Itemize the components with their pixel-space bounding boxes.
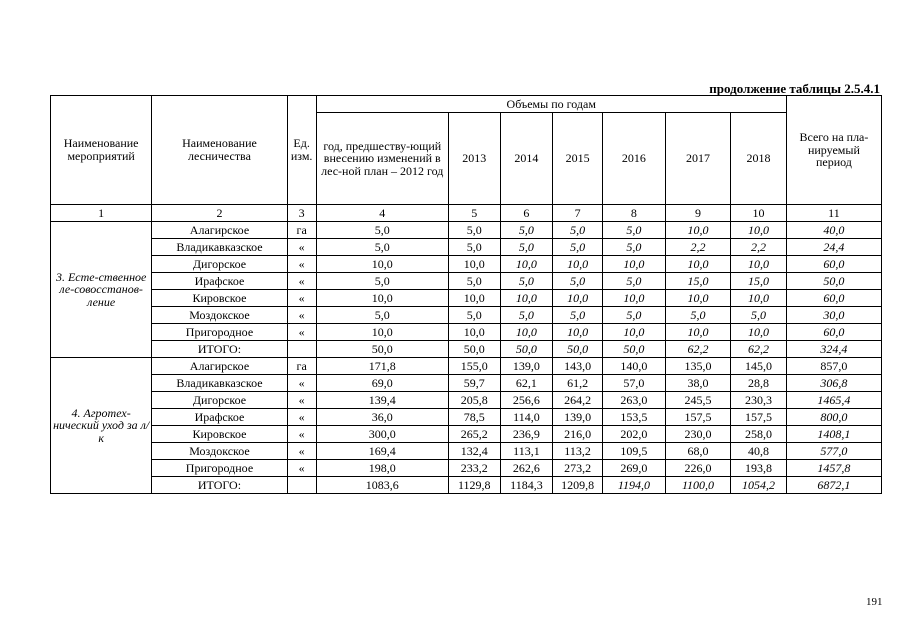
table-row: [51, 375, 882, 392]
column-number: 2: [152, 205, 287, 222]
year-value: 109,5: [602, 443, 665, 460]
table-row: [51, 392, 882, 409]
year-value: 50,0: [602, 341, 665, 358]
year-value: 40,8: [731, 443, 787, 460]
prev-year-value: 10,0: [316, 290, 448, 307]
column-number: 8: [602, 205, 665, 222]
year-value: 216,0: [553, 426, 603, 443]
forestry-name: Моздокское: [152, 443, 287, 460]
total-value: 1408,1: [786, 426, 881, 443]
prev-year-value: 139,4: [316, 392, 448, 409]
year-value: 264,2: [553, 392, 603, 409]
total-value: 40,0: [786, 222, 881, 239]
year-value: 5,0: [448, 222, 500, 239]
year-value: 236,9: [500, 426, 553, 443]
year-value: 113,2: [553, 443, 603, 460]
year-value: 273,2: [553, 460, 603, 477]
year-value: 2,2: [731, 239, 787, 256]
prev-year-value: 36,0: [316, 409, 448, 426]
total-value: 306,8: [786, 375, 881, 392]
column-number: 6: [500, 205, 553, 222]
year-value: 233,2: [448, 460, 500, 477]
unit-cell: «: [287, 273, 316, 290]
column-number: 11: [786, 205, 881, 222]
year-value: 265,2: [448, 426, 500, 443]
year-value: 50,0: [448, 341, 500, 358]
forestry-name: ИТОГО:: [152, 477, 287, 494]
unit-cell: «: [287, 290, 316, 307]
header-volumes: Объемы по годам: [316, 96, 786, 113]
forestry-name: ИТОГО:: [152, 341, 287, 358]
header-forestry: Наименование лесничества: [152, 96, 287, 205]
year-value: 5,0: [448, 239, 500, 256]
year-value: 10,0: [602, 324, 665, 341]
header-year: 2016: [602, 113, 665, 205]
forestry-name: Моздокское: [152, 307, 287, 324]
year-value: 230,0: [665, 426, 730, 443]
year-value: 143,0: [553, 358, 603, 375]
year-value: 78,5: [448, 409, 500, 426]
header-row-1: [51, 96, 882, 113]
unit-cell: «: [287, 256, 316, 273]
year-value: 258,0: [731, 426, 787, 443]
year-value: 205,8: [448, 392, 500, 409]
prev-year-value: 300,0: [316, 426, 448, 443]
year-value: 1184,3: [500, 477, 553, 494]
forestry-name: Дигорское: [152, 256, 287, 273]
year-value: 157,5: [731, 409, 787, 426]
unit-cell: «: [287, 409, 316, 426]
year-value: 10,0: [448, 324, 500, 341]
table-row: [51, 239, 882, 256]
year-value: 68,0: [665, 443, 730, 460]
table-body: [51, 222, 882, 494]
column-number: 3: [287, 205, 316, 222]
year-value: 10,0: [665, 290, 730, 307]
year-value: 269,0: [602, 460, 665, 477]
year-value: 5,0: [553, 307, 603, 324]
year-value: 1209,8: [553, 477, 603, 494]
year-value: 132,4: [448, 443, 500, 460]
table-row: [51, 290, 882, 307]
year-value: 10,0: [500, 324, 553, 341]
unit-cell: [287, 477, 316, 494]
forestry-name: Алагирское: [152, 358, 287, 375]
prev-year-value: 1083,6: [316, 477, 448, 494]
prev-year-value: 198,0: [316, 460, 448, 477]
forestry-name: Владикавказское: [152, 375, 287, 392]
year-value: 10,0: [500, 256, 553, 273]
header-year: 2015: [553, 113, 603, 205]
table-row: [51, 324, 882, 341]
year-value: 10,0: [731, 256, 787, 273]
year-value: 113,1: [500, 443, 553, 460]
forestry-name: Алагирское: [152, 222, 287, 239]
total-value: 324,4: [786, 341, 881, 358]
year-value: 10,0: [665, 222, 730, 239]
year-value: 230,3: [731, 392, 787, 409]
year-value: 2,2: [665, 239, 730, 256]
table-row: [51, 477, 882, 494]
year-value: 1194,0: [602, 477, 665, 494]
year-value: 193,8: [731, 460, 787, 477]
year-value: 59,7: [448, 375, 500, 392]
total-value: 60,0: [786, 290, 881, 307]
year-value: 10,0: [731, 222, 787, 239]
prev-year-value: 5,0: [316, 273, 448, 290]
prev-year-value: 5,0: [316, 307, 448, 324]
year-value: 157,5: [665, 409, 730, 426]
year-value: 5,0: [731, 307, 787, 324]
column-number: 4: [316, 205, 448, 222]
year-value: 256,6: [500, 392, 553, 409]
prev-year-value: 5,0: [316, 239, 448, 256]
unit-cell: «: [287, 375, 316, 392]
year-value: 62,2: [665, 341, 730, 358]
header-activity: Наименование мероприятий: [51, 96, 152, 205]
forestry-name: Пригородное: [152, 460, 287, 477]
header-year: 2018: [731, 113, 787, 205]
table-row: [51, 222, 882, 239]
column-number: 10: [731, 205, 787, 222]
year-value: 5,0: [553, 273, 603, 290]
activity-name: 3. Есте-ственное ле-совосстанов-ление: [51, 222, 152, 358]
year-value: 15,0: [731, 273, 787, 290]
column-numbers-row: [51, 205, 882, 222]
year-value: 10,0: [665, 256, 730, 273]
unit-cell: «: [287, 460, 316, 477]
year-value: 10,0: [553, 256, 603, 273]
unit-cell: га: [287, 358, 316, 375]
table-row: [51, 256, 882, 273]
year-value: 5,0: [602, 239, 665, 256]
year-value: 1054,2: [731, 477, 787, 494]
year-value: 202,0: [602, 426, 665, 443]
column-number: 7: [553, 205, 603, 222]
total-value: 60,0: [786, 324, 881, 341]
year-value: 10,0: [602, 290, 665, 307]
total-value: 30,0: [786, 307, 881, 324]
year-value: 263,0: [602, 392, 665, 409]
year-value: 114,0: [500, 409, 553, 426]
year-value: 1129,8: [448, 477, 500, 494]
total-value: 24,4: [786, 239, 881, 256]
total-value: 1465,4: [786, 392, 881, 409]
year-value: 5,0: [553, 239, 603, 256]
year-value: 145,0: [731, 358, 787, 375]
unit-cell: «: [287, 307, 316, 324]
table-row: [51, 358, 882, 375]
unit-cell: [287, 341, 316, 358]
prev-year-value: 50,0: [316, 341, 448, 358]
year-value: 10,0: [731, 290, 787, 307]
forestry-name: Кировское: [152, 290, 287, 307]
table-row: [51, 426, 882, 443]
year-value: 5,0: [500, 239, 553, 256]
total-value: 50,0: [786, 273, 881, 290]
year-value: 155,0: [448, 358, 500, 375]
year-value: 57,0: [602, 375, 665, 392]
unit-cell: «: [287, 426, 316, 443]
unit-cell: «: [287, 239, 316, 256]
year-value: 5,0: [602, 307, 665, 324]
year-value: 139,0: [553, 409, 603, 426]
table-row: [51, 341, 882, 358]
unit-cell: «: [287, 443, 316, 460]
prev-year-value: 169,4: [316, 443, 448, 460]
year-value: 10,0: [500, 290, 553, 307]
table-row: [51, 443, 882, 460]
forestry-name: Дигорское: [152, 392, 287, 409]
table-row: [51, 307, 882, 324]
page-number: 191: [866, 596, 883, 608]
forestry-name: Пригородное: [152, 324, 287, 341]
forestry-name: Кировское: [152, 426, 287, 443]
header-year: 2013: [448, 113, 500, 205]
year-value: 50,0: [553, 341, 603, 358]
total-value: 1457,8: [786, 460, 881, 477]
activity-name: 4. Агротех-нический уход за л/к: [51, 358, 152, 494]
total-value: 60,0: [786, 256, 881, 273]
total-value: 857,0: [786, 358, 881, 375]
year-value: 5,0: [553, 222, 603, 239]
year-value: 10,0: [448, 256, 500, 273]
prev-year-value: 5,0: [316, 222, 448, 239]
year-value: 62,2: [731, 341, 787, 358]
year-value: 5,0: [602, 222, 665, 239]
unit-cell: га: [287, 222, 316, 239]
year-value: 262,6: [500, 460, 553, 477]
column-number: 5: [448, 205, 500, 222]
year-value: 38,0: [665, 375, 730, 392]
year-value: 1100,0: [665, 477, 730, 494]
unit-cell: «: [287, 392, 316, 409]
header-year: 2017: [665, 113, 730, 205]
prev-year-value: 171,8: [316, 358, 448, 375]
header-total: Всего на пла-нируемый период: [786, 96, 881, 205]
year-value: 62,1: [500, 375, 553, 392]
year-value: 5,0: [500, 273, 553, 290]
header-prev-year: год, предшеству-ющий внесению изменений в лес-ной план – 2012 год: [316, 113, 448, 205]
year-value: 10,0: [731, 324, 787, 341]
year-value: 153,5: [602, 409, 665, 426]
year-value: 50,0: [500, 341, 553, 358]
year-value: 226,0: [665, 460, 730, 477]
prev-year-value: 10,0: [316, 256, 448, 273]
data-table: [50, 95, 882, 494]
year-value: 140,0: [602, 358, 665, 375]
header-year: 2014: [500, 113, 553, 205]
year-value: 5,0: [448, 307, 500, 324]
year-value: 10,0: [553, 290, 603, 307]
table-row: [51, 409, 882, 426]
forestry-name: Владикавказское: [152, 239, 287, 256]
header-unit: Ед. изм.: [287, 96, 316, 205]
table-row: [51, 273, 882, 290]
year-value: 135,0: [665, 358, 730, 375]
year-value: 15,0: [665, 273, 730, 290]
year-value: 5,0: [500, 307, 553, 324]
forestry-name: Ирафское: [152, 273, 287, 290]
column-number: 1: [51, 205, 152, 222]
total-value: 6872,1: [786, 477, 881, 494]
year-value: 139,0: [500, 358, 553, 375]
year-value: 28,8: [731, 375, 787, 392]
prev-year-value: 10,0: [316, 324, 448, 341]
year-value: 10,0: [448, 290, 500, 307]
year-value: 10,0: [602, 256, 665, 273]
year-value: 61,2: [553, 375, 603, 392]
year-value: 10,0: [665, 324, 730, 341]
year-value: 5,0: [448, 273, 500, 290]
forestry-name: Ирафское: [152, 409, 287, 426]
year-value: 5,0: [500, 222, 553, 239]
prev-year-value: 69,0: [316, 375, 448, 392]
column-number: 9: [665, 205, 730, 222]
table-caption: продолжение таблицы 2.5.4.1: [709, 81, 880, 96]
unit-cell: «: [287, 324, 316, 341]
year-value: 5,0: [665, 307, 730, 324]
year-value: 245,5: [665, 392, 730, 409]
total-value: 577,0: [786, 443, 881, 460]
total-value: 800,0: [786, 409, 881, 426]
year-value: 10,0: [553, 324, 603, 341]
year-value: 5,0: [602, 273, 665, 290]
table-row: [51, 460, 882, 477]
